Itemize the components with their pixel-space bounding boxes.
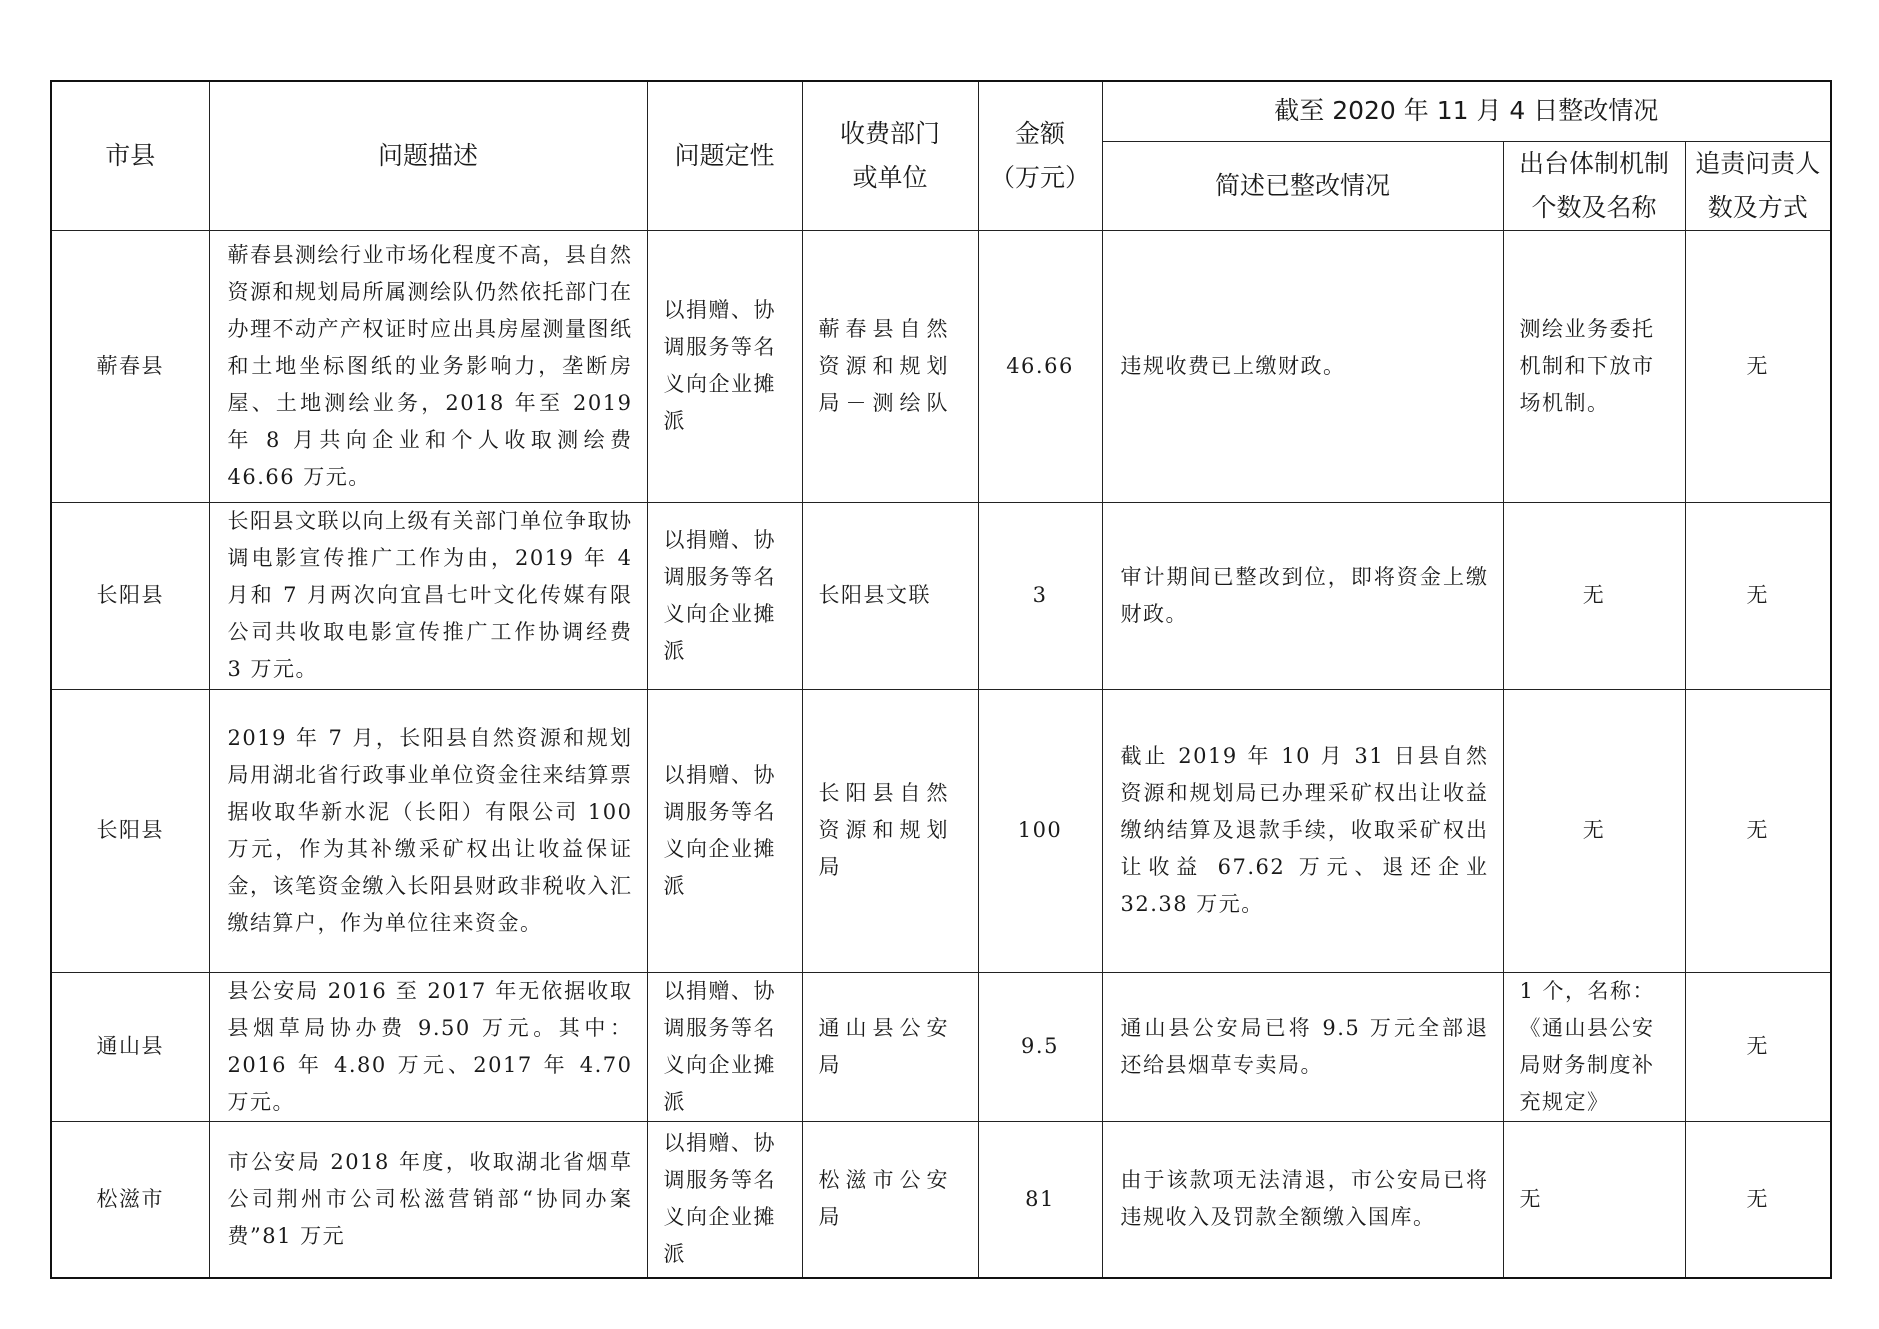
cell-summary bbox=[1102, 502, 1503, 689]
header-summary: 简述已整改情况 bbox=[1102, 141, 1503, 230]
cell-accountability: 无 bbox=[1685, 230, 1831, 502]
rectification-table bbox=[50, 80, 1832, 1279]
cell-mechanism-text: 1 个，名称：《通山县公安局财务制度补充规定》 bbox=[1519, 978, 1656, 1114]
header-dept bbox=[802, 81, 978, 230]
cell-dept-text: 长阳县文联 bbox=[818, 583, 931, 607]
header-city: 市县 bbox=[51, 81, 209, 230]
cell-summary bbox=[1102, 1121, 1503, 1278]
cell-nature-text: 以捐赠、协调服务等名义向企业摊派 bbox=[663, 762, 776, 898]
cell-description-text: 市公安局 2018 年度，收取湖北省烟草公司荆州市公司松滋营销部“协同办案费”81 万元 bbox=[227, 1149, 633, 1248]
header-mechanism-line2: 个数及名称 bbox=[1531, 192, 1657, 222]
cell-nature-text: 以捐赠、协调服务等名义向企业摊派 bbox=[663, 527, 776, 663]
header-dept-line1: 收费部门 bbox=[839, 118, 940, 148]
header-amount-line2: （万元） bbox=[989, 162, 1090, 192]
header-accountability-line1: 追责问责人 bbox=[1695, 148, 1821, 178]
cell-summary-text: 截止 2019 年 10 月 31 日县自然资源和规划局已办理采矿权出让收益缴纳结算及退款手续，收取采矿权出让收益 67.62 万元、退还企业 32.38 万元。 bbox=[1120, 744, 1489, 916]
cell-dept bbox=[802, 230, 978, 502]
cell-city: 长阳县 bbox=[51, 689, 209, 972]
table-row bbox=[51, 689, 1831, 972]
cell-description bbox=[209, 230, 647, 502]
cell-nature bbox=[647, 1121, 802, 1278]
cell-summary bbox=[1102, 689, 1503, 972]
document-page bbox=[50, 80, 1830, 1279]
cell-summary-text: 违规收费已上缴财政。 bbox=[1120, 353, 1346, 378]
cell-nature bbox=[647, 689, 802, 972]
header-amount bbox=[978, 81, 1102, 230]
cell-city: 蕲春县 bbox=[51, 230, 209, 502]
header-amount-line1: 金额 bbox=[1014, 118, 1065, 148]
cell-description-text: 县公安局 2016 至 2017 年无依据收取县烟草局协办费 9.50 万元。其中：2016 年 4.80 万元、2017 年 4.70 万元。 bbox=[227, 978, 633, 1114]
header-dept-line2: 或单位 bbox=[852, 162, 928, 192]
cell-description-text: 2019 年 7 月，长阳县自然资源和规划局用湖北省行政事业单位资金往来结算票据收取华新水泥（长阳）有限公司 100 万元，作为其补缴采矿权出让收益保证金，该笔资金缴入长阳县财政非税收入汇缴结算户，作为单位往来资金。 bbox=[227, 725, 633, 935]
cell-dept-text: 松滋市公安局 bbox=[818, 1168, 954, 1230]
cell-accountability: 无 bbox=[1685, 689, 1831, 972]
cell-nature bbox=[647, 230, 802, 502]
cell-mechanism: 无 bbox=[1503, 502, 1685, 689]
cell-amount: 100 bbox=[978, 689, 1102, 972]
table-row bbox=[51, 230, 1831, 502]
header-row-1 bbox=[51, 81, 1831, 141]
header-accountability-line2: 数及方式 bbox=[1707, 192, 1808, 222]
cell-amount: 9.5 bbox=[978, 972, 1102, 1121]
cell-description bbox=[209, 1121, 647, 1278]
header-mechanism bbox=[1503, 141, 1685, 230]
cell-summary-text: 通山县公安局已将 9.5 万元全部退还给县烟草专卖局。 bbox=[1120, 1015, 1489, 1077]
header-description: 问题描述 bbox=[209, 81, 647, 230]
table-row bbox=[51, 1121, 1831, 1278]
cell-dept-text: 长阳县自然资源和规划局 bbox=[818, 781, 954, 879]
header-rectification-group: 截至 2020 年 11 月 4 日整改情况 bbox=[1102, 81, 1831, 141]
cell-nature-text: 以捐赠、协调服务等名义向企业摊派 bbox=[663, 298, 776, 433]
cell-city: 长阳县 bbox=[51, 502, 209, 689]
cell-description-text: 蕲春县测绘行业市场化程度不高，县自然资源和规划局所属测绘队仍然依托部门在办理不动产产权证时应出具房屋测量图纸和土地坐标图纸的业务影响力，垄断房屋、土地测绘业务，2018 年至 2019 年 8 月共向企业和个人收取测绘费 46.66 万元。 bbox=[227, 242, 633, 489]
cell-dept bbox=[802, 972, 978, 1121]
cell-accountability: 无 bbox=[1685, 1121, 1831, 1278]
cell-summary bbox=[1102, 230, 1503, 502]
cell-mechanism: 无 bbox=[1503, 689, 1685, 972]
cell-description bbox=[209, 972, 647, 1121]
cell-nature bbox=[647, 972, 802, 1121]
cell-mechanism bbox=[1503, 1121, 1685, 1278]
cell-description-text: 长阳县文联以向上级有关部门单位争取协调电影宣传推广工作为由，2019 年 4 月和 7 月两次向宜昌七叶文化传媒有限公司共收取电影宣传推广工作协调经费 3 万元。 bbox=[227, 509, 633, 681]
cell-city: 松滋市 bbox=[51, 1121, 209, 1278]
header-nature: 问题定性 bbox=[647, 81, 802, 230]
cell-accountability: 无 bbox=[1685, 972, 1831, 1121]
cell-mechanism-text: 测绘业务委托机制和下放市场机制。 bbox=[1519, 316, 1655, 415]
cell-dept-text: 蕲春县自然资源和规划局－测绘队 bbox=[818, 316, 954, 415]
cell-accountability: 无 bbox=[1685, 502, 1831, 689]
cell-summary-text: 审计期间已整改到位，即将资金上缴财政。 bbox=[1120, 564, 1489, 626]
cell-mechanism bbox=[1503, 230, 1685, 502]
cell-description bbox=[209, 689, 647, 972]
cell-dept bbox=[802, 502, 978, 689]
cell-amount: 3 bbox=[978, 502, 1102, 689]
cell-amount: 46.66 bbox=[978, 230, 1102, 502]
cell-summary-text: 由于该款项无法清退，市公安局已将违规收入及罚款全额缴入国库。 bbox=[1120, 1168, 1489, 1230]
cell-nature bbox=[647, 502, 802, 689]
table-row bbox=[51, 502, 1831, 689]
cell-dept bbox=[802, 1121, 978, 1278]
cell-dept bbox=[802, 689, 978, 972]
cell-mechanism-text: 无 bbox=[1519, 1186, 1542, 1211]
cell-amount: 81 bbox=[978, 1121, 1102, 1278]
cell-nature-text: 以捐赠、协调服务等名义向企业摊派 bbox=[663, 978, 776, 1114]
cell-dept-text: 通山县公安局 bbox=[818, 1015, 954, 1077]
header-mechanism-line1: 出台体制机制 bbox=[1518, 148, 1669, 178]
table-row bbox=[51, 972, 1831, 1121]
cell-city: 通山县 bbox=[51, 972, 209, 1121]
cell-nature-text: 以捐赠、协调服务等名义向企业摊派 bbox=[663, 1131, 776, 1267]
cell-mechanism bbox=[1503, 972, 1685, 1121]
header-accountability bbox=[1685, 141, 1831, 230]
cell-summary bbox=[1102, 972, 1503, 1121]
cell-description bbox=[209, 502, 647, 689]
